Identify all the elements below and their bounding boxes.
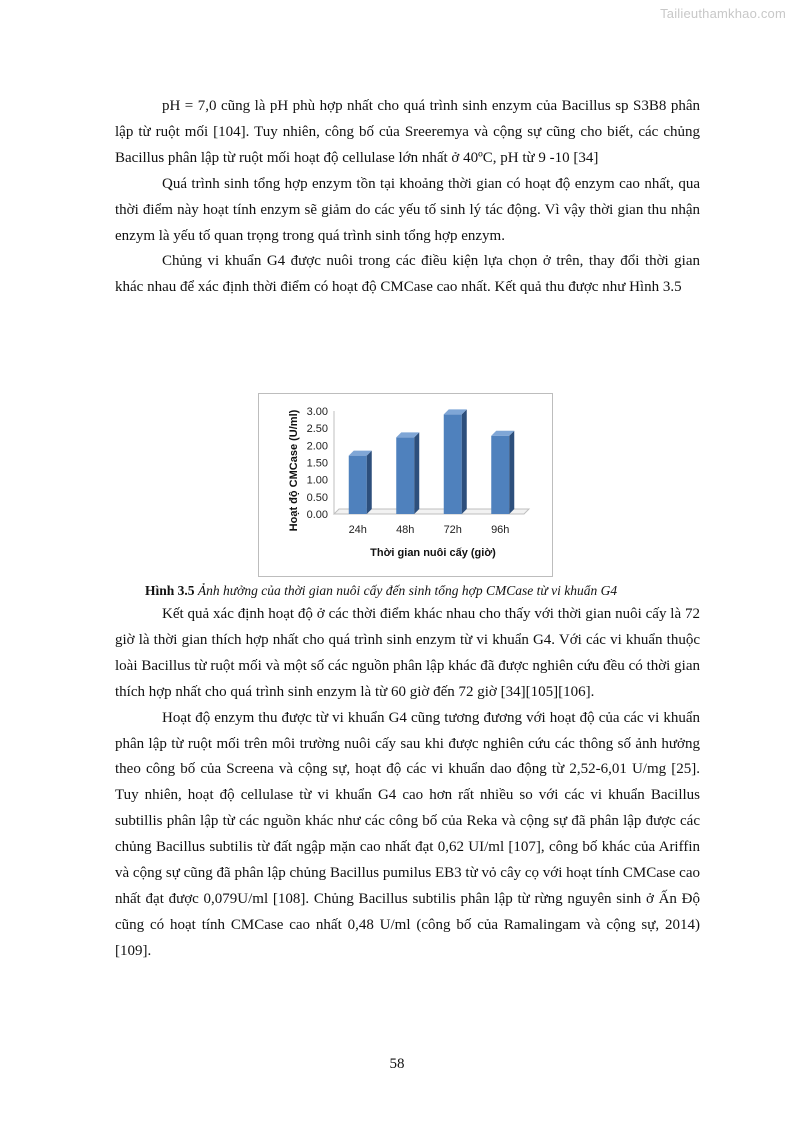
bar xyxy=(396,437,414,514)
bar-chart xyxy=(259,394,552,576)
text-block-bottom xyxy=(115,602,700,965)
paragraph: Hoạt độ enzym thu được từ vi khuẩn G4 cũng tương đương với hoạt độ của các vi khuẩn phân lập từ ruột mối trên môi trường nuôi cấy sau khi được nghiên cứu các thông số ảnh hưởng theo công bố của Screena và cộng sự, hoạt độ các vi khuẩn dao động từ 2,52-6,01 U/mg [25]. Tuy nhiên, hoạt độ cellulase từ vi khuẩn G4 cao hơn rất nhiều so với các vi khuẩn Bacillus subtillis phân lập từ các nguồn khác như các công bố của Reka và cộng sự đã phân lập được các chủng Bacillus subtilis từ đất ngập mặn cao nhất đạt 0,62 UI/ml [107], công bố khác của Ariffin và cộng sự cũng đã phân lập chủng Bacillus pumilus EB3 từ vỏ cây cọ với hoạt tính CMCase cao nhất đạt được 0,079U/ml [108]. Chủng Bacillus subtilis phân lập từ rừng nguyên sinh ở Ấn Độ cũng có hoạt tính CMCase cao nhất 0,48 U/ml (công bố của Ramalingam và cộng sự, 2014) [109]. xyxy=(115,709,700,959)
y-tick-label: 0.00 xyxy=(306,509,328,521)
x-axis-title: Thời gian nuôi cấy (giờ) xyxy=(370,547,496,559)
bar-side xyxy=(367,451,372,514)
paragraph: Quá trình sinh tổng hợp enzym tồn tại khoảng thời gian có hoạt độ enzym cao nhất, qua thời điểm này hoạt tính enzym sẽ giảm do các yếu tố sinh lý tác động. Vì vậy thời gian thu nhận enzym là yếu tố quan trọng trong quá trình sinh tổng hợp enzym. xyxy=(115,175,700,244)
figure-caption xyxy=(145,583,705,599)
bar xyxy=(349,456,367,514)
y-tick-label: 2.50 xyxy=(306,423,328,436)
bar-side xyxy=(509,431,514,514)
x-tick-label: 24h xyxy=(348,524,367,536)
figure-chart xyxy=(258,393,553,577)
y-tick-label: 0.50 xyxy=(306,491,328,504)
bar-side xyxy=(414,432,419,514)
caption-text: Ảnh hưởng của thời gian nuôi cấy đến sinh tổng hợp CMCase từ vi khuẩn G4 xyxy=(197,583,618,598)
y-axis-title: Hoạt độ CMCase (U/ml) xyxy=(288,409,300,532)
text-block-top xyxy=(115,94,700,301)
x-tick-label: 72h xyxy=(443,524,462,536)
paragraph: Kết quả xác định hoạt độ ở các thời điểm khác nhau cho thấy với thời gian nuôi cấy là 72 giờ là thời gian thích hợp nhất cho quá trình sinh enzym từ vi khuẩn G4. Với các vi khuẩn thuộc loài Bacillus từ ruột mối và một số các nguồn phân lập khác đã được nghiên cứu đều có thời gian thích hợp nhất cho quá trình sinh enzym là từ 60 giờ đến 72 giờ [34][105][106]. xyxy=(115,606,700,700)
caption-label: Hình 3.5 xyxy=(145,583,195,598)
bar xyxy=(444,414,462,514)
bar-side xyxy=(462,409,467,514)
bar xyxy=(491,436,509,514)
y-tick-label: 2.00 xyxy=(306,440,328,453)
y-tick-label: 1.50 xyxy=(306,457,328,470)
page-number: 58 xyxy=(389,1056,405,1072)
x-tick-label: 48h xyxy=(396,524,415,536)
paragraph: pH = 7,0 cũng là pH phù hợp nhất cho quá trình sinh enzym của Bacillus sp S3B8 phân lập từ ruột mối [104]. Tuy nhiên, công bố của Sreeremya và cộng sự cũng cho biết, các chủng Bacillus phân lập từ ruột mối hoạt độ cellulase lớn nhất ở 40ºC, pH từ 9 -10 [34] xyxy=(115,98,700,166)
y-tick-label: 3.00 xyxy=(306,406,328,418)
x-tick-label: 96h xyxy=(491,524,510,536)
watermark: Tailieuthamkhao.com xyxy=(660,6,786,21)
paragraph: Chủng vi khuẩn G4 được nuôi trong các điều kiện lựa chọn ở trên, thay đổi thời gian khác nhau để xác định thời điểm có hoạt độ CMCase cao nhất. Kết quả thu được như Hình 3.5 xyxy=(115,253,700,296)
y-tick-label: 1.00 xyxy=(306,474,328,487)
